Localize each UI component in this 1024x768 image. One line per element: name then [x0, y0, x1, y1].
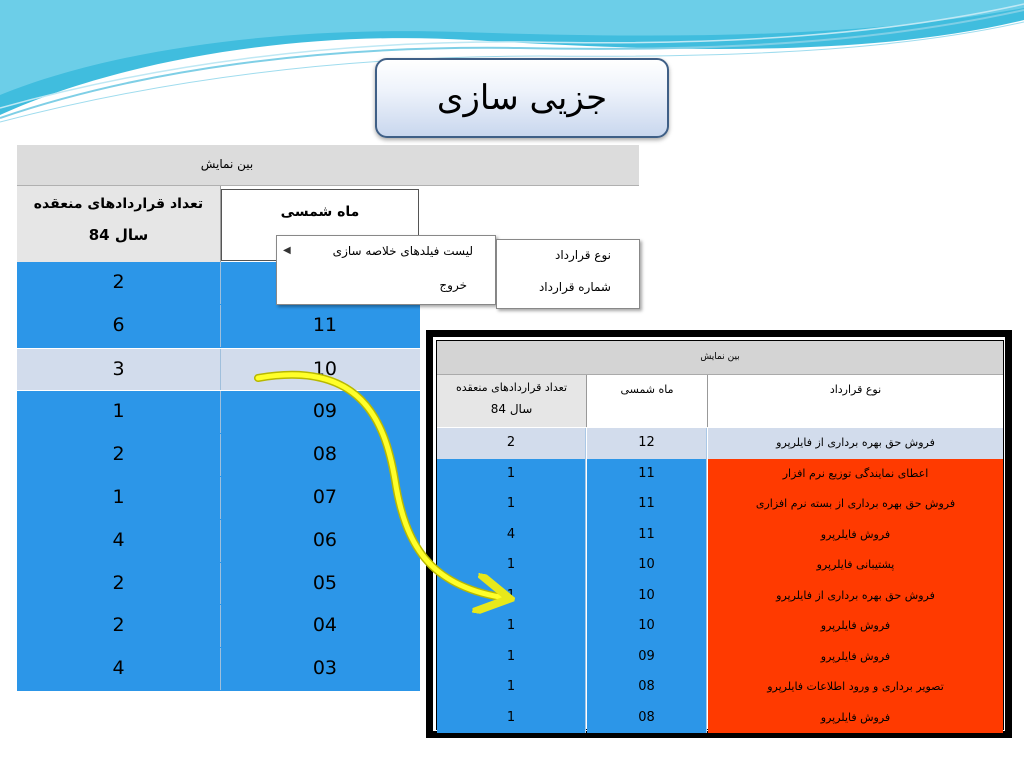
cell-contract-type: فروش فایلرپرو	[708, 611, 1003, 642]
cell-contract-type: پشتیبانی فایلرپرو	[708, 550, 1003, 581]
cell-contract-count: 1	[437, 672, 586, 703]
column-header-count-year: سال 84	[88, 226, 149, 244]
page-title-text: جزیی سازی	[436, 78, 608, 118]
column-header-count-label: تعداد قراردادهای منعقده	[455, 381, 568, 394]
cell-contract-count: 1	[437, 611, 586, 642]
grid-rows-right	[437, 428, 1003, 733]
cell-month-value: 06	[312, 528, 337, 551]
cell-month: 11	[587, 489, 707, 520]
menu-item-exit[interactable]: خروج	[439, 278, 467, 292]
cell-month-value: 03	[312, 657, 337, 680]
cell-contract-type: فروش فایلرپرو	[708, 520, 1003, 551]
cell-contract-count: 3	[112, 357, 125, 380]
cell-contract-count: 4	[112, 657, 125, 680]
cell-month-value: 09	[312, 400, 337, 423]
table-row[interactable]	[17, 348, 420, 392]
context-menu	[276, 235, 496, 305]
column-header-month-label: ماه شمسی	[280, 204, 360, 220]
table-row[interactable]	[17, 434, 420, 477]
page-title	[375, 58, 669, 138]
cell-contract-count: 1	[112, 485, 125, 508]
cell-contract-type: فروش حق بهره برداری از بسته نرم افزاری	[708, 489, 1003, 520]
table-row[interactable]	[437, 520, 1003, 551]
table-row[interactable]	[17, 305, 420, 348]
submenu-item-contract-number[interactable]: شماره قرارداد	[538, 280, 611, 294]
pivot-grid-right	[436, 340, 1004, 730]
cell-contract-count: 1	[437, 459, 586, 490]
cell-month-value: 10	[312, 357, 337, 380]
cell-month-value: 11	[312, 313, 337, 336]
table-row[interactable]	[437, 703, 1003, 734]
table-row[interactable]	[437, 459, 1003, 490]
column-header-month-label: ماه شمسی	[620, 383, 674, 396]
cell-contract-count: 2	[437, 428, 586, 459]
submenu-arrow-icon: ◀	[283, 245, 291, 256]
table-row[interactable]	[17, 520, 420, 563]
table-row[interactable]	[437, 550, 1003, 581]
cell-contract-count: 2	[112, 271, 125, 293]
cell-contract-type: اعطای نمایندگی توزیع نرم افزار	[708, 459, 1003, 490]
table-row[interactable]	[437, 489, 1003, 520]
cell-month: 08	[587, 672, 707, 703]
cell-month: 10	[587, 581, 707, 612]
grid-header-label: بین نمایش	[200, 157, 254, 171]
cell-month-value: 04	[312, 614, 337, 637]
table-row[interactable]	[437, 672, 1003, 703]
cell-contract-count: 2	[112, 614, 125, 637]
cell-month: 10	[587, 550, 707, 581]
cell-month: 08	[587, 703, 707, 734]
grid-header-label: بین نمایش	[700, 352, 740, 362]
cell-contract-type: فروش حق بهره برداری از فایلرپرو	[708, 428, 1003, 459]
table-row[interactable]	[17, 477, 420, 520]
cell-month: 10	[587, 611, 707, 642]
cell-contract-type: فروش فایلرپرو	[708, 703, 1003, 734]
table-row[interactable]	[17, 391, 420, 434]
table-row[interactable]	[437, 581, 1003, 612]
cell-contract-count: 1	[437, 550, 586, 581]
cell-month: 11	[587, 459, 707, 490]
grid-header-bar	[437, 341, 1003, 375]
grid-header-bar	[17, 145, 639, 186]
cell-month: 09	[587, 642, 707, 673]
cell-contract-count: 1	[437, 581, 586, 612]
cell-contract-count: 1	[437, 703, 586, 734]
cell-month: 11	[587, 520, 707, 551]
column-header-type-label: نوع قرارداد	[829, 383, 882, 396]
cell-contract-type: فروش حق بهره برداری از فایلرپرو	[708, 581, 1003, 612]
cell-month-value: 07	[312, 485, 337, 508]
column-header-count-label: تعداد قراردادهای منعقده	[33, 196, 204, 212]
cell-contract-count: 6	[112, 313, 125, 336]
grid-rows-left	[17, 262, 420, 691]
cell-contract-count: 2	[112, 443, 125, 466]
cell-contract-count: 1	[437, 642, 586, 673]
cell-month-value: 08	[312, 443, 337, 466]
cell-contract-count: 4	[112, 528, 125, 551]
cell-contract-type: تصویر برداری و ورود اطلاعات فایلرپرو	[708, 672, 1003, 703]
cell-contract-count: 4	[437, 520, 586, 551]
cell-contract-type: فروش فایلرپرو	[708, 642, 1003, 673]
table-row[interactable]	[437, 611, 1003, 642]
column-header-contract-count[interactable]	[437, 375, 587, 427]
column-header-count-year: سال 84	[490, 402, 533, 416]
cell-contract-count: 1	[437, 489, 586, 520]
column-header-contract-count[interactable]	[17, 186, 221, 262]
menu-item-summary-fields[interactable]: لیست فیلدهای خلاصه سازی	[332, 244, 473, 258]
column-header-contract-type[interactable]	[708, 375, 1003, 427]
pivot-grid-right-frame	[426, 330, 1012, 738]
table-row[interactable]	[437, 642, 1003, 673]
context-submenu	[496, 239, 640, 309]
table-row[interactable]	[17, 563, 420, 606]
column-header-month[interactable]	[587, 375, 708, 427]
table-row[interactable]	[17, 648, 420, 691]
cell-contract-count: 1	[112, 400, 125, 423]
cell-month-value: 05	[312, 571, 337, 594]
cell-contract-count: 2	[112, 571, 125, 594]
submenu-item-contract-type[interactable]: نوع قرارداد	[554, 248, 611, 262]
table-row[interactable]	[17, 605, 420, 648]
cell-month: 12	[587, 428, 707, 459]
table-row[interactable]	[437, 428, 1003, 459]
